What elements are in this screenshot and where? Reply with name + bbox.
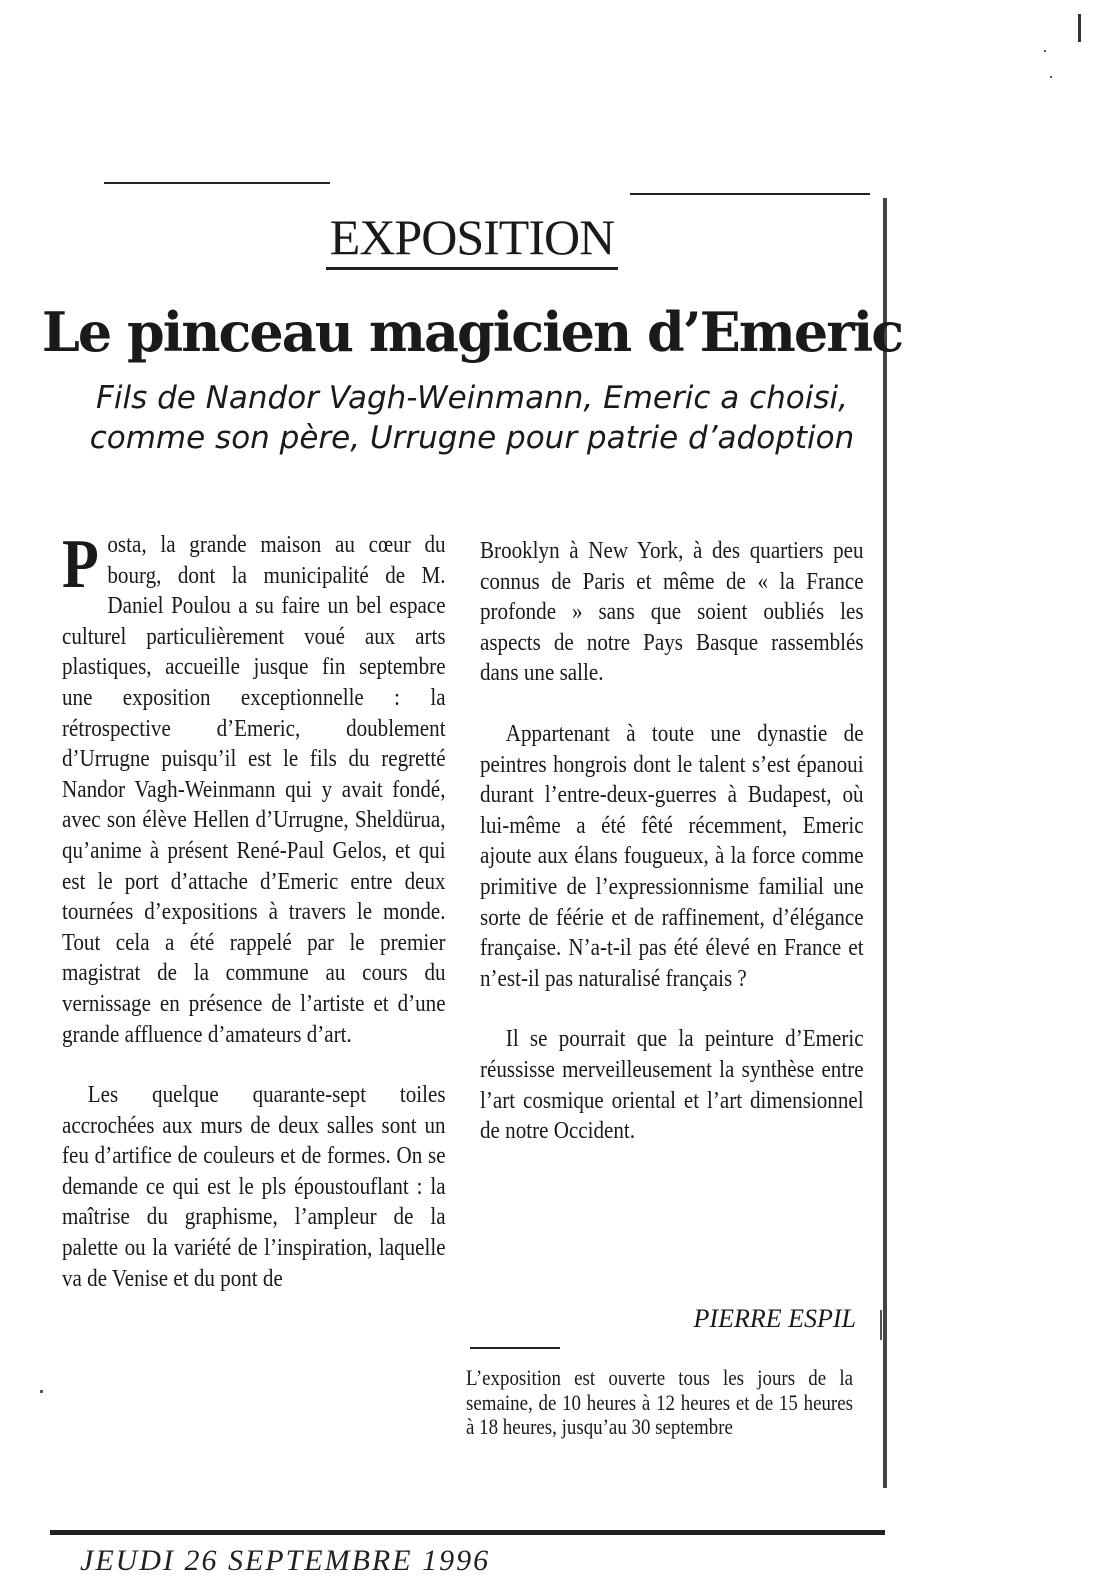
- scan-speck: [880, 1310, 882, 1340]
- paragraph-3: Appartenant à toute une dynastie de peintres hongrois dont le talent s’est épanoui durant l’entre-deux-guerres à Budapest, où lui-même a été fêté récemment, Emeric ajoute aux élans fougueux, à la force comme primitive de l’expressionnisme familial une sorte de féérie et de raffinement, d’élégance française. N’a-t-il pas été élevé en France et n’est-il pas naturalisé français ?: [480, 719, 864, 992]
- paragraph-2: Les quelque quarante-sept toiles accrochées aux murs de deux salles sont un feu d’artifice de couleurs et de formes. On se demande ce qui est le pls époustouflant : la maîtrise du graphisme, l’ampleur de la palette ou la variété de l’inspiration, laquelle va de Venise et du pont de: [62, 1081, 446, 1292]
- paragraph-1: [62, 526, 446, 1050]
- paragraph-4: Il se pourrait que la peinture d’Emeric réussisse merveilleusement la synthèse entre l’art cosmique oriental et l’art dimensionnel de notre Occident.: [480, 1025, 864, 1145]
- author-signature: PIERRE ESPIL: [693, 1304, 856, 1333]
- info-rule: [470, 1347, 560, 1349]
- scan-speck: [1044, 50, 1046, 52]
- exhibition-info: L’exposition est ouverte tous les jours de la semaine, de 10 heures à 12 heures et de 15 heures à 18 heures, jusqu’au 30 septembre: [466, 1365, 853, 1439]
- paragraph-2-continued: Brooklyn à New York, à des quartiers peu connus de Paris et même de « la France profonde » sans que soient oubliés les aspects de notre Pays Basque rassemblés dans une salle.: [480, 537, 864, 687]
- section-kicker: [0, 208, 944, 266]
- body-column-left: [62, 526, 446, 1294]
- article-subhead: Fils de Nandor Vagh-Weinmann, Emeric a choisi, comme son père, Urrugne pour patrie d’adoption: [89, 380, 855, 456]
- right-border: [883, 198, 887, 1488]
- footer-dateline: JEUDI 26 SEPTEMBRE 1996: [80, 1544, 491, 1577]
- scan-speck: [1078, 14, 1081, 42]
- scan-speck: [1050, 76, 1052, 78]
- scan-speck: [40, 1390, 43, 1393]
- kicker-text: EXPOSITION: [326, 209, 618, 270]
- bottom-rule: [50, 1530, 885, 1535]
- body-column-right: [480, 536, 864, 1147]
- paragraph-1-text: osta, la grande maison au cœur du bourg, dont la municipalité de M. Daniel Poulou a su faire un bel espace culturel particulièrement voué aux arts plastiques, accueille jusque fin septembre une exposition exceptionnelle : la rétrospective d’Emeric, doublement d’Urrugne puisqu’il est le fils du regretté Nandor Vagh-Weinmann qui y avait fondé, avec son élève Hellen d’Urrugne, Sheldürua, qu’anime à présent René-Paul Gelos, et qui est le port d’attache d’Emeric entre deux tournées d’expositions à travers le monde. Tout cela a été rappelé par le premier magistrat de la commune au cours du vernissage en présence de l’artiste et d’une grande affluence d’amateurs d’art.: [62, 531, 446, 1048]
- drop-cap: P: [62, 526, 99, 603]
- top-rule-left: [104, 182, 330, 184]
- article-headline: Le pinceau magicien d’Emeric: [41, 300, 903, 364]
- top-rule-right: [630, 193, 870, 195]
